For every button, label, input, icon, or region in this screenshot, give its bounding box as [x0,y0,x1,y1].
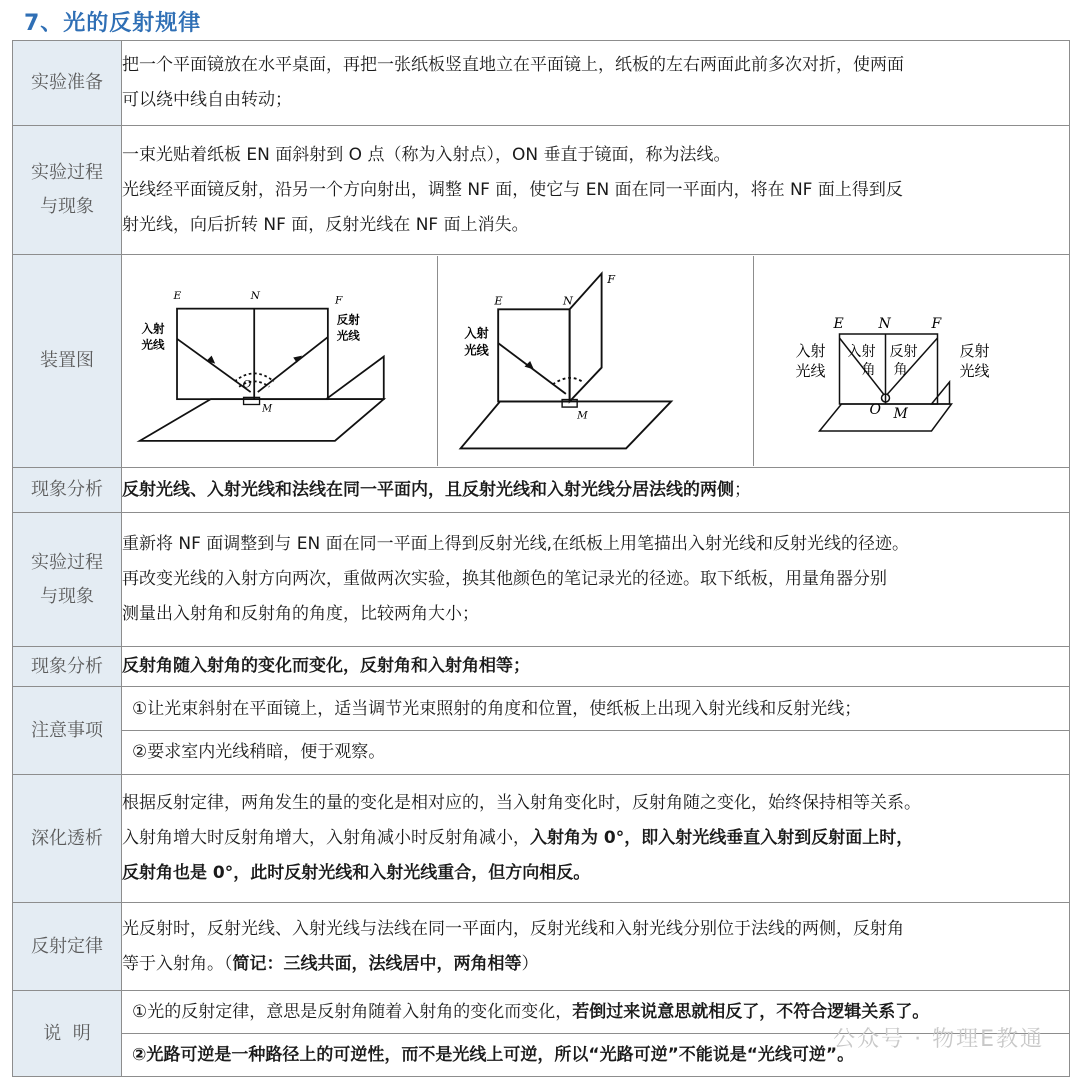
experiment-table [12,40,1070,1077]
diagram-folded-board-svg [438,256,753,466]
d1-incident-a: 入射 [141,321,165,336]
explain-item-1-plain: ①光的反射定律，意思是反射角随着入射角的变化而变化， [132,1002,573,1022]
row-content-notes [122,687,1070,775]
law-line-1: 光反射时，反射光线、入射光线与法线在同一平面内，反射光线和入射光线分别位于法线的两侧，反射角 [122,918,904,939]
deepen-line-3-bold: 反射角也是 0°，此时反射光线和入射光线重合，但方向相反。 [122,863,591,883]
d1-incident-b: 光线 [141,337,165,352]
d2-label-N: N [563,294,573,308]
row-content-analysis-1 [122,468,1070,513]
row-content-law [122,903,1070,991]
deepen-line-2-plain: 入射角增大时反射角增大，入射角减小时反射角减小， [122,828,530,848]
row-prep [13,41,1070,126]
row-label-process-2-a: 实验过程 [31,551,103,573]
process1-line-3: 射光线，向后折转 NF 面，反射光线在 NF 面上消失。 [122,214,529,235]
row-content-prep [122,41,1070,126]
deepen-line-2-bold: 入射角为 0°，即入射光线垂直入射到反射面上时， [530,828,914,848]
d1-reflect-a: 反射 [336,312,360,327]
d3-label-N: N [878,316,891,332]
d2-label-E: E [494,294,503,308]
diagram-flat-board [122,256,437,466]
d1-label-N: N [250,288,260,302]
deepen-line-3 [122,856,1069,891]
row-label-deepen: 深化透析 [13,775,122,903]
d3-reflect-b: 光线 [959,362,990,380]
d3-label-E: E [833,316,844,332]
d3-label-F: F [931,316,942,332]
d2-incident-a: 入射 [464,326,489,341]
row-label-analysis-1: 现象分析 [13,468,122,513]
row-process-2 [13,513,1070,647]
process2-line-1: 重新将 NF 面调整到与 EN 面在同一平面上得到反射光线,在纸板上用笔描出入射光线和反射光线的径迹。 [122,534,909,554]
process2-line-3: 测量出入射角和反射角的角度，比较两角大小； [122,604,479,624]
analysis1-text: 反射光线、入射光线和法线在同一平面内，且反射光线和入射光线分居法线的两侧 [122,479,734,500]
diagram-angles-svg [754,256,1069,466]
notes-item-2: ②要求室内光线稍暗，便于观察。 [132,742,386,762]
deepen-line-1: 根据反射定律，两角发生的量的变化是相对应的，当入射角变化时，反射角随之变化，始终保持相等关系。 [122,793,921,813]
d1-label-E: E [173,288,182,302]
d3-angle-in-b: 角 [861,362,876,378]
deepen-line-2 [122,821,1069,856]
d1-label-M: M [262,403,273,415]
row-label-explain: 说 明 [13,991,122,1077]
d3-angle-out-b: 角 [893,362,908,378]
row-label-process-2-b: 与现象 [40,585,94,607]
analysis2-text: 反射角随入射角的变化而变化，反射角和入射角相等； [122,656,530,676]
row-notes [13,687,1070,775]
prep-line-2: 可以绕中线自由转动； [122,90,292,110]
law-line-2-bold: 简记：三线共面，法线居中，两角相等 [232,953,522,974]
row-content-apparatus [122,255,1070,468]
row-label-apparatus: 装置图 [13,255,122,468]
row-content-deepen [122,775,1070,903]
d1-reflect-b: 光线 [336,328,360,343]
d1-label-F: F [334,293,343,307]
row-process-1 [13,126,1070,255]
d3-angle-in-a: 入射 [847,344,876,360]
row-label-process-1-a: 实验过程 [31,162,103,183]
d3-reflect-a: 反射 [959,342,990,360]
d3-incident-a: 入射 [795,342,826,360]
d3-incident-b: 光线 [795,362,826,380]
notes-item-1: ①让光束斜射在平面镜上，适当调节光束照射的角度和位置，使纸板上出现入射光线和反射光线； [122,688,1069,731]
row-label-law: 反射定律 [13,903,122,991]
explain-item-1-bold: 若倒过来说意思就相反了，不符合逻辑关系了。 [572,1002,930,1022]
explain-item-2-bold: ②光路可逆是一种路径上的可逆性，而不是光线上可逆，所以“光路可逆”不能说是“光线可逆”。 [132,1045,855,1065]
diagram-angles [753,256,1069,466]
diagram-folded-board [437,256,753,466]
d2-label-F: F [607,272,616,286]
row-deepen [13,775,1070,903]
process1-line-2: 光线经平面镜反射，沿另一个方向射出，调整 NF 面，使它与 EN 面在同一平面内，将在 NF 面上得到反 [122,179,903,200]
row-label-process-1-b: 与现象 [40,196,94,217]
row-content-process-1 [122,126,1070,255]
law-line-2-end: ） [521,953,539,974]
row-apparatus [13,255,1070,468]
row-law [13,903,1070,991]
d3-label-O: O [869,402,881,418]
row-label-process-1 [13,126,122,255]
row-label-process-2 [13,513,122,647]
row-label-prep: 实验准备 [13,41,122,126]
row-label-notes: 注意事项 [13,687,122,775]
diagram-flat-board-svg [122,256,437,466]
d1-label-O: O [242,377,252,391]
d3-angle-out-a: 反射 [889,344,918,360]
prep-line-1: 把一个平面镜放在水平桌面，再把一张纸板竖直地立在平面镜上，纸板的左右两面此前多次对折，使两面 [122,55,904,75]
row-analysis-1 [13,468,1070,513]
process1-line-1: 一束光贴着纸板 EN 面斜射到 O 点（称为入射点），ON 垂直于镜面，称为法线。 [122,144,731,165]
page-title: 7、光的反射规律 [24,11,202,36]
d3-label-M: M [893,406,908,422]
d2-incident-b: 光线 [464,343,489,358]
law-line-2 [122,947,1069,982]
row-label-analysis-2: 现象分析 [13,647,122,687]
process2-line-2: 再改变光线的入射方向两次，重做两次实验，换其他颜色的笔记录光的径迹。取下纸板，用量角器分别 [122,569,887,589]
row-content-process-2 [122,513,1070,647]
watermark-text: 公众号 · 物理E教通 [833,1027,1044,1052]
law-line-2-plain: 等于入射角。（ [122,953,233,974]
row-analysis-2 [13,647,1070,687]
analysis1-tail: ； [734,479,751,500]
d2-label-M: M [577,409,588,422]
row-content-analysis-2 [122,647,1070,687]
